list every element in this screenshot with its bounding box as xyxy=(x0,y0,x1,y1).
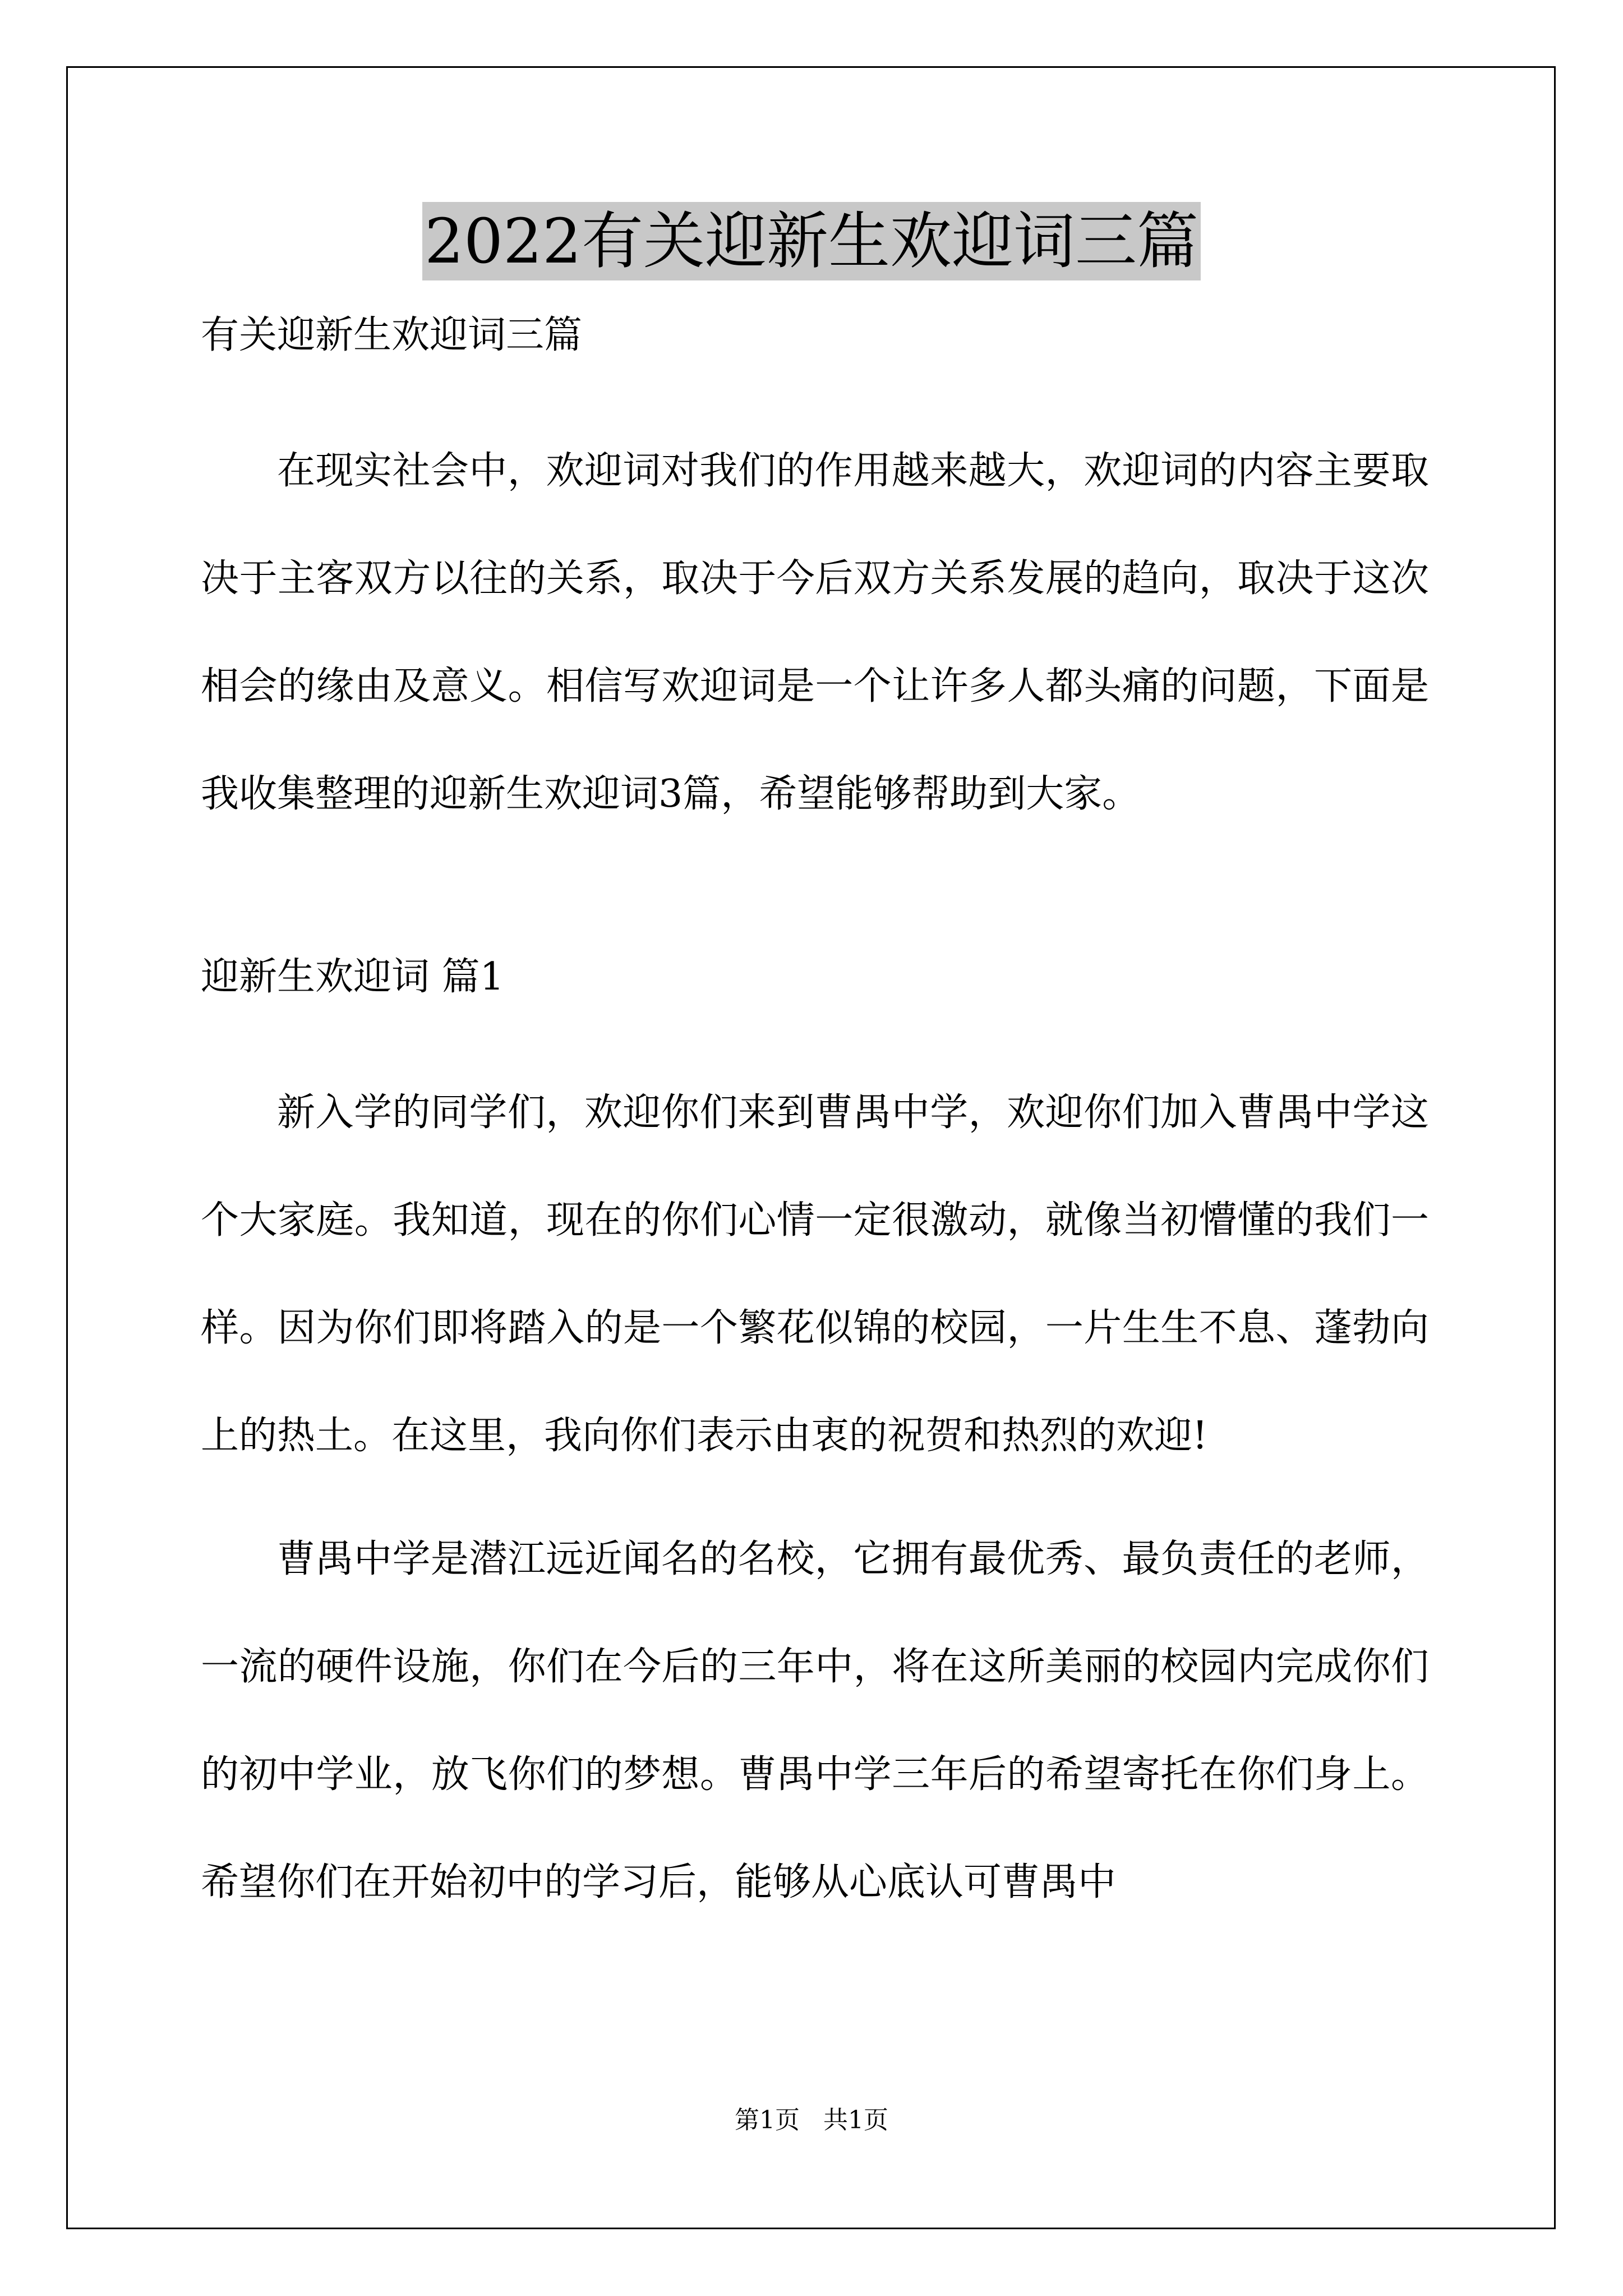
subtitle-heading: 有关迎新生欢迎词三篇 xyxy=(201,313,583,357)
document-title: 2022有关迎新生欢迎词三篇 xyxy=(422,202,1201,280)
document-body xyxy=(201,307,1429,1936)
title-container xyxy=(0,202,1623,280)
section-paragraph: 新入学的同学们，欢迎你们来到曹禺中学，欢迎你们加入曹禺中学这个大家庭。我知道，现在的你们心情一定很激动，就像当初懵懂的我们一样。因为你们即将踏入的是一个繁花似锦的校园，一片生生不息、蓬勃向上的热土。在这里，我向你们表示由衷的祝贺和热烈的欢迎! xyxy=(201,1091,1429,1458)
section-paragraph: 曹禺中学是潜江远近闻名的名校，它拥有最优秀、最负责任的老师，一流的硬件设施，你们在今后的三年中，将在这所美丽的校园内完成你们的初中学业，放飞你们的梦想。曹禺中学三年后的希望寄托在你们身上。希望你们在开始初中的学习后，能够从心底认可曹禺中 xyxy=(201,1537,1429,1904)
page-footer: 第1页 共1页 xyxy=(735,2106,888,2134)
intro-paragraph: 在现实社会中，欢迎词对我们的作用越来越大，欢迎词的内容主要取决于主客双方以往的关系，取决于今后双方关系发展的趋向，取决于这次相会的缘由及意义。相信写欢迎词是一个让许多人都头痛的问题，下面是我收集整理的迎新生欢迎词3篇，希望能够帮助到大家。 xyxy=(201,449,1429,816)
section-heading: 迎新生欢迎词 篇1 xyxy=(201,955,504,999)
